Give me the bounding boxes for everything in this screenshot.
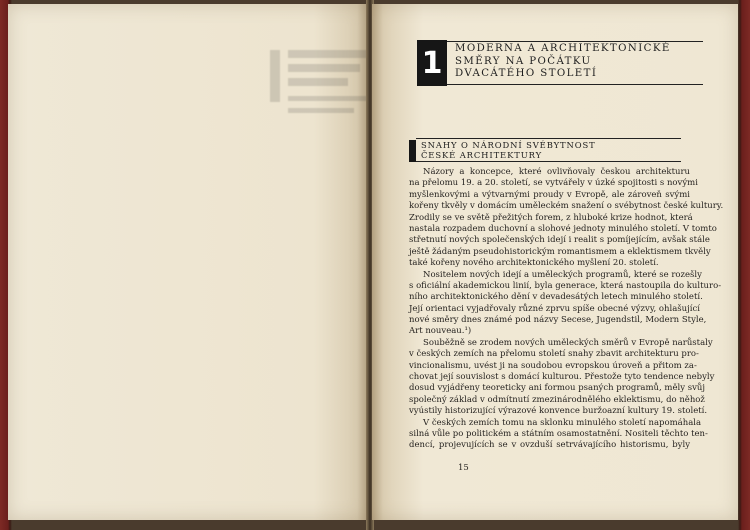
section-title-line: SNAHY O NÁRODNÍ SVÉBYTNOST (421, 140, 596, 150)
text-line: vincionalismu, uvést ji na soudobou evropskou úroveň a přitom za- (409, 360, 697, 371)
text-line: střetnutí nových společenských idejí i realit s pomíjejícím, avšak stále (409, 235, 710, 246)
text-line: Souběžně se zrodem nových uměleckých směrů v Evropě narůstaly (423, 337, 713, 348)
section-marker-bar (409, 140, 416, 162)
chapter-title-line: MODERNA A ARCHITEKTONICKÉ (455, 43, 671, 54)
chapter-title (455, 43, 671, 81)
text-line: myšlenkovými a výtvarnými proudy v Evropě, ale zároveň svými (409, 189, 690, 200)
paragraph (409, 167, 724, 270)
body-text (409, 167, 724, 452)
text-line: nastala rozpadem duchovní a slohové jednoty minulého století. V tomto (409, 223, 717, 234)
text-line: dencí, projevujících se v ovzduší setrvávajícího historismu, byly (409, 440, 690, 451)
text-line: V českých zemích tomu na sklonku minulého století napomáhala (423, 417, 702, 428)
chapter-rule-top (447, 41, 703, 42)
text-line: ního architektonického dění v devadesátých letech minulého století. (409, 292, 703, 303)
text-line: dosud vyjádřeny teoreticky ani formou psaných programů, měly svůj (409, 383, 706, 394)
paragraph (409, 417, 708, 452)
chapter-number-badge: 1 (417, 40, 447, 86)
chapter-title-line: SMĚRY NA POČÁTKU (455, 55, 592, 67)
show-through-text (270, 44, 374, 144)
text-line: s oficiální akademickou linií, byla generace, která nastoupila do kulturo- (409, 280, 722, 291)
text-line: na přelomu 19. a 20. století, se vytvářely v úzké spojitosti s novými (409, 178, 698, 189)
section-title-line: ČESKÉ ARCHITEKTURY (421, 150, 543, 161)
section-rule-bottom (416, 161, 681, 162)
text-line: kořeny tkvěly v domácím uměleckém snažení o svébytnost české kultury. (409, 201, 724, 212)
paragraph (409, 337, 715, 418)
text-line: Nositelem nových idejí a uměleckých programů, které se rozešly (423, 269, 702, 280)
text-line: také kořeny nového architektonického myšlení 20. století. (409, 258, 659, 269)
text-line: společný základ v odmítnutí zmezinárodnělého eklektismu, do něhož (409, 394, 705, 405)
chapter-rule-bottom (447, 84, 703, 85)
section-title (421, 140, 596, 160)
text-line: vyústily historizující výrazové konvence buržoazní kultury 19. století. (409, 406, 708, 417)
left-page (8, 4, 368, 520)
text-line: Art nouveau.¹) (409, 326, 472, 337)
paragraph (409, 269, 722, 338)
chapter-title-line: DVACÁTÉHO STOLETÍ (455, 68, 598, 79)
text-line: ještě žádaným pseudohistorickým romantismem a eklektismem tkvěly (409, 246, 711, 257)
section-rule-top (416, 138, 681, 139)
text-line: v českých zemích na přelomu století snahy zbavit architekturu pro- (409, 349, 699, 360)
section-heading (409, 138, 689, 164)
text-line: Její orientaci vyjadřovaly různé zprvu spíše obecné výzvy, ohlašující (409, 303, 700, 314)
text-line: silná vůle po politickém a státním osamostatnění. Nositeli těchto ten- (409, 428, 708, 439)
text-line: nové směry dnes známé pod názvy Secese, Jugendstil, Modern Style, (409, 315, 707, 326)
chapter-heading (417, 40, 677, 90)
text-line: Názory a koncepce, které ovlivňovaly českou architekturu (423, 167, 690, 177)
page-number: 15 (458, 463, 469, 473)
text-line: chovat její souvislost s domácí kulturou. Přestože tyto tendence nebyly (409, 372, 715, 383)
text-line: Zrodily se ve světě přežitých forem, z hluboké krize hodnot, která (409, 212, 693, 223)
